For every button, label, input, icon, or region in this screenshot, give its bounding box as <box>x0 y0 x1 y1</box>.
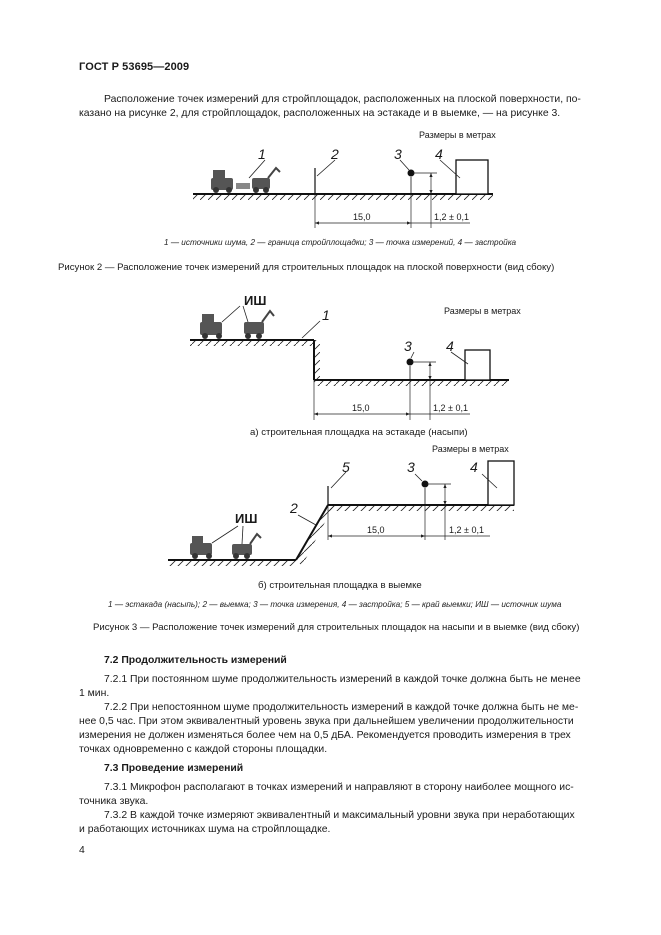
fig2-label-4: 4 <box>435 146 443 162</box>
section-7-2-2-line-4: точках одновременно с каждой стороны площадки. <box>79 744 328 755</box>
fig3-caption: Рисунок 3 — Расположение точек измерений для строительных площадок на насыпи и в выемке (вид сбоку) <box>93 622 580 633</box>
fig3b-label-5: 5 <box>342 459 350 475</box>
fig3b-units-note: Размеры в метрах <box>432 444 509 454</box>
fig3b-dim-distance-text: 15,0 <box>367 525 385 535</box>
fig3b-label-3: 3 <box>407 459 415 475</box>
section-7-2-2-line-1: 7.2.2 При непостоянном шуме продолжительность измерений в каждой точке должна быть не ме- <box>104 702 579 713</box>
fig3b-noise-sources-icon <box>190 534 261 559</box>
fig2-dim-height-text: 1,2 ± 0,1 <box>434 212 469 222</box>
fig2-caption: Рисунок 2 — Расположение точек измерений для строительных площадок на плоской поверхности (вид сбоку) <box>58 262 555 273</box>
document-header: ГОСТ Р 53695—2009 <box>79 61 190 73</box>
fig3a-dim-height-text: 1,2 ± 0,1 <box>433 403 468 413</box>
fig2-label-3: 3 <box>394 146 402 162</box>
fig2-label-2: 2 <box>331 146 339 162</box>
page-number: 4 <box>79 845 85 856</box>
fig3-legend: 1 — эстакада (насыпь); 2 — выемка; 3 — точка измерения, 4 — застройка; 5 — край выемки; ИШ — источник шума <box>108 600 562 609</box>
fig2-legend: 1 — источники шума, 2 — граница стройплощадки; 3 — точка измерений, 4 — застройка <box>164 238 517 247</box>
fig3a-subcaption: а) строительная площадка на эстакаде (насыпи) <box>250 427 468 438</box>
intro-line-2: казано на рисунке 2, для стройплощадок, расположенных на эстакаде и в выемке, — на рисунке 3. <box>79 108 561 119</box>
fig3b-dim-height-text: 1,2 ± 0,1 <box>449 525 484 535</box>
fig3a-source-label: ИШ <box>244 293 267 308</box>
fig3a-dim-distance-text: 15,0 <box>352 403 370 413</box>
section-7-3-1-line-1: 7.3.1 Микрофон располагают в точках измерений и направляют в сторону наиболее мощного ис- <box>104 782 574 793</box>
section-7-2-heading: 7.2 Продолжительность измерений <box>104 655 287 666</box>
section-7-3-heading: 7.3 Проведение измерений <box>104 763 244 774</box>
fig2-units-note: Размеры в метрах <box>419 130 496 140</box>
fig3a-label-3: 3 <box>404 338 412 354</box>
section-7-2-1-line-2: 1 мин. <box>79 688 110 699</box>
fig3b-label-4: 4 <box>470 459 478 475</box>
fig3a-label-1: 1 <box>322 307 330 323</box>
fig3b-subcaption: б) строительная площадка в выемке <box>258 580 422 591</box>
fig3a-label-4: 4 <box>446 338 454 354</box>
section-7-3-1-line-2: точника звука. <box>79 796 149 807</box>
section-7-2-2-line-2: нее 0,5 час. При этом эквивалентный уровень звука при дальнейшем увеличении продолжительности <box>79 716 574 727</box>
section-7-2-1-line-1: 7.2.1 При постоянном шуме продолжительность измерений в каждой точке должна быть не менее <box>104 674 581 685</box>
fig3a-units-note: Размеры в метрах <box>444 306 521 316</box>
fig2-label-1: 1 <box>258 146 266 162</box>
fig2-dim-distance-text: 15,0 <box>353 212 371 222</box>
fig3b-label-2: 2 <box>290 500 298 516</box>
intro-line-1: Расположение точек измерений для стройплощадок, расположенных на плоской поверхности, по- <box>104 94 581 105</box>
fig3b-source-label: ИШ <box>235 511 258 526</box>
fig3b-excavation <box>168 505 514 566</box>
section-7-2-2-line-3: измерения не должен изменяться более чем на 0,5 дБА. Рекомендуется проводить измерения в трех <box>79 730 571 741</box>
section-7-3-2-line-1: 7.3.2 В каждой точке измеряют эквивалентный и максимальный уровни звука при неработающих <box>104 810 575 821</box>
section-7-3-2-line-2: и работающих источниках шума на стройплощадке. <box>79 824 331 835</box>
